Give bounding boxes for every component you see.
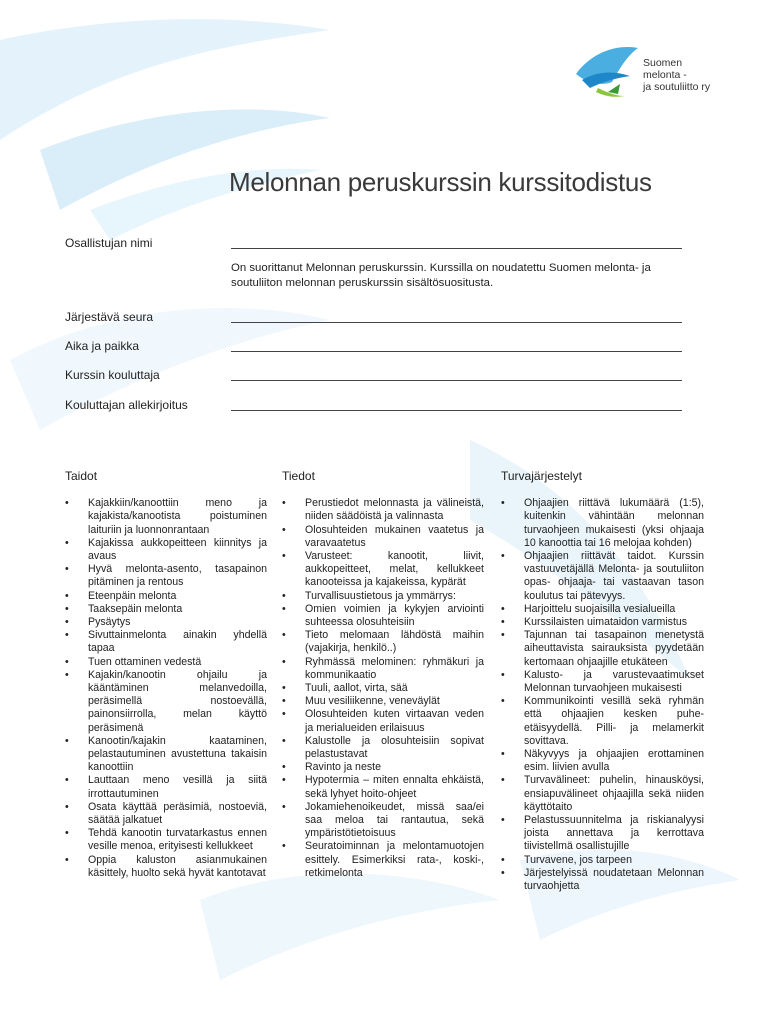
list-item: • Osata käyttää peräsimiä, nostoeviä, säätää jalkatuet <box>65 801 267 827</box>
knowledge-heading: Tiedot <box>282 469 315 483</box>
list-item: • Kajakissa aukkopeitteen kiinnitys ja avaus <box>65 537 267 563</box>
knowledge-column <box>282 470 484 880</box>
list-item: • Tieto melomaan lähdöstä maihin (vajakirja, henkilö..) <box>282 629 484 655</box>
list-item: • Jokamiehenoikeudet, missä saa/ei saa meloa tai rantautua, sekä ympäristötietoisuus <box>282 801 484 841</box>
club-label: Järjestävä seura <box>65 310 154 324</box>
skills-column <box>65 470 267 880</box>
list-item: • Sivuttainmelonta ainakin yhdellä tapaa <box>65 629 267 655</box>
list-item: • Kurssilaisten uimataidon varmistus <box>501 616 704 629</box>
participant-label: Osallistujan nimi <box>65 236 153 250</box>
signature-label: Kouluttajan allekirjoitus <box>65 398 188 412</box>
list-item: • Kajakkiin/kanoottiin meno ja kajakista/kanootista poistuminen laituriin ja luonnonrantaan <box>65 497 267 537</box>
list-item: • Hyvä melonta-asento, tasapainon pitäminen ja rentous <box>65 563 267 589</box>
logo-line-3: ja soutuliitto ry <box>643 81 711 93</box>
list-item: • Muu vesiliikenne, veneväylät <box>282 695 484 708</box>
participant-line[interactable] <box>231 248 682 249</box>
list-item: • Ravinto ja neste <box>282 761 484 774</box>
page-title: Melonnan peruskurssin kurssitodistus <box>229 167 652 197</box>
trainer-label: Kurssin kouluttaja <box>65 368 160 382</box>
list-item: • Harjoittelu suojaisilla vesialueilla <box>501 603 704 616</box>
list-item: • Hypotermia – miten ennalta ehkäistä, sekä lyhyet hoito-ohjeet <box>282 774 484 800</box>
club-line[interactable] <box>231 322 682 323</box>
list-item: • Varusteet: kanootit, liivit, aukkopeitteet, melat, kellukkeet kanooteissa ja kajakeissa, kypärät <box>282 550 484 590</box>
list-item: • Tuuli, aallot, virta, sää <box>282 682 484 695</box>
list-item: • Seuratoiminnan ja melontamuotojen esittely. Esimerkiksi rata-, koski-, retkimelonta <box>282 840 484 880</box>
list-item: • Turvallisuustietous ja ymmärrys: <box>282 590 484 603</box>
list-item: • Ohjaajien riittävä lukumäärä (1:5), kuitenkin vähintään melonnan turvaohjeen mukaisesti (yksi ohjaaja 10 kanoottia tai 16 melojaa kohden) <box>501 497 704 550</box>
list-item: • Kajakin/kanootin ohjailu ja kääntäminen melanvedoilla, peräsimellä nostoevällä, painonsiirrolla, melan käyttö peräsimenä <box>65 669 267 735</box>
completion-statement: On suorittanut Melonnan peruskurssin. Kurssilla on noudatettu Suomen melonta- ja soutuliiton melonnan peruskurssin sisältösuositusta. <box>231 262 651 289</box>
skills-heading: Taidot <box>65 469 98 483</box>
safety-list <box>501 497 704 893</box>
list-item: • Näkyvyys ja ohjaajien erottaminen esim. liivien avulla <box>501 748 704 774</box>
list-item: • Turvavene, jos tarpeen <box>501 854 704 867</box>
list-item: • Olosuhteiden mukainen vaatetus ja varavaatetus <box>282 524 484 550</box>
list-item: • Taaksepäin melonta <box>65 603 267 616</box>
list-item: • Oppia kaluston asianmukainen käsittely, huolto sekä hyvät kantotavat <box>65 854 267 880</box>
logo-line-2: melonta - <box>643 69 687 81</box>
list-item: • Olosuhteiden kuten virtaavan veden ja merialueiden erilaisuus <box>282 708 484 734</box>
signature-line[interactable] <box>231 410 682 411</box>
logo-text <box>643 57 710 93</box>
list-item: • Omien voimien ja kykyjen arviointi suhteessa olosuhteisiin <box>282 603 484 629</box>
list-item: • Lauttaan meno vesillä ja siitä irrottautuminen <box>65 774 267 800</box>
list-item: • Perustiedot melonnasta ja välineistä, niiden säädöistä ja valinnasta <box>282 497 484 523</box>
list-item: • Ohjaajien riittävät taidot. Kurssin vastuuvetäjällä Melonta- ja soutuliiton opas- ohjaaja- tai vastaavan tason koulutus tai pätevyys. <box>501 550 704 603</box>
list-item: • Tuen ottaminen vedestä <box>65 656 267 669</box>
knowledge-list <box>282 497 484 880</box>
list-item: • Tehdä kanootin turvatarkastus ennen vesille menoa, erityisesti kellukkeet <box>65 827 267 853</box>
list-item: • Eteenpäin melonta <box>65 590 267 603</box>
list-item: • Tajunnan tai tasapainon menetystä aiheuttavista sairauksista pyydetään kertomaan ohjaajille etukäteen <box>501 629 704 669</box>
trainer-line[interactable] <box>231 380 682 381</box>
list-item: • Järjestelyissä noudatetaan Melonnan turvaohjetta <box>501 867 704 893</box>
logo-line-1: Suomen <box>643 57 683 69</box>
list-item: • Kalustolle ja olosuhteisiin sopivat pelastustavat <box>282 735 484 761</box>
safety-column <box>501 470 704 893</box>
list-item: • Kalusto- ja varustevaatimukset Melonnan turvaohjeen mukaisesti <box>501 669 704 695</box>
list-item: • Kanootin/kajakin kaataminen, pelastautuminen avustettuna takaisin kanoottiin <box>65 735 267 775</box>
list-item: • Pelastussuunnitelma ja riskianalyysi joista annettava ja kerrottava tiivistellmä osallistujille <box>501 814 704 854</box>
skills-list <box>65 497 267 880</box>
list-item: • Kommunikointi vesillä sekä ryhmän että ohjaajien kesken puhe-etäisyydellä. Pilli- ja melamerkit sovittava. <box>501 695 704 748</box>
time-place-line[interactable] <box>231 351 682 352</box>
list-item: • Turvavälineet: puhelin, hinausköysi, ensiapuvälineet ohjaajilla sekä niiden käyttötaito <box>501 774 704 814</box>
time-place-label: Aika ja paikka <box>65 339 140 353</box>
safety-heading: Turvajärjestelyt <box>501 469 582 483</box>
list-item: • Pysäytys <box>65 616 267 629</box>
list-item: • Ryhmässä melominen: ryhmäkuri ja kommunikaatio <box>282 656 484 682</box>
